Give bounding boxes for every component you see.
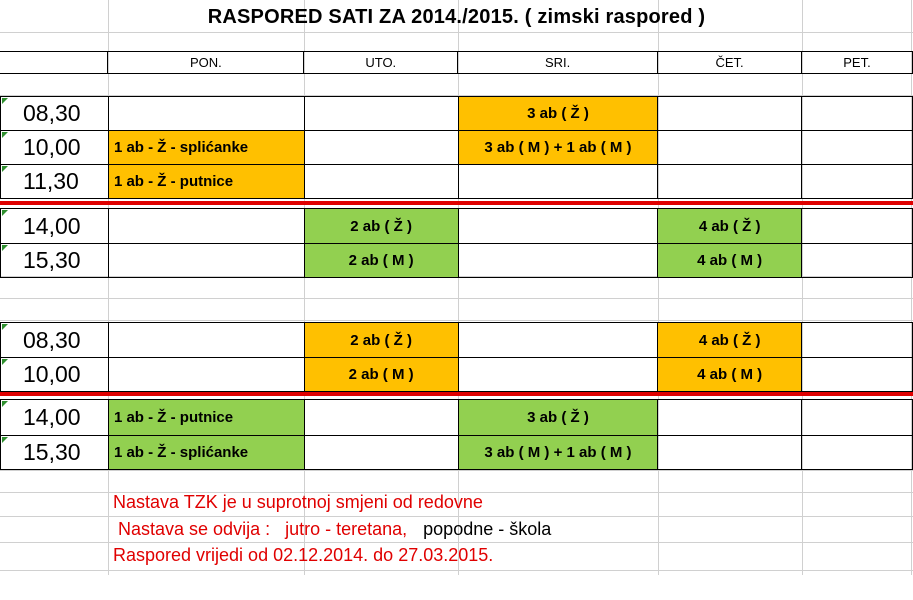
schedule-block2-morning <box>0 322 913 392</box>
schedule-cell[interactable] <box>458 165 658 199</box>
schedule-cell[interactable] <box>802 97 913 131</box>
page-title: RASPORED SATI ZA 2014./2015. ( zimski raspored ) <box>207 6 706 28</box>
schedule-cell[interactable]: 3 ab ( M ) + 1 ab ( M ) <box>458 436 658 470</box>
schedule-cell[interactable]: 1 ab - Ž - splićanke <box>108 436 304 470</box>
schedule-cell[interactable] <box>658 165 802 199</box>
shift-divider-line <box>0 201 913 205</box>
time-cell[interactable]: 11,30 <box>1 165 109 199</box>
schedule-cell[interactable] <box>658 131 802 165</box>
note-line-1: Nastava TZK je u suprotnoj smjeni od redovne <box>113 492 483 512</box>
schedule-cell[interactable]: 4 ab ( Ž ) <box>658 323 802 358</box>
schedule-cell[interactable] <box>458 323 658 358</box>
note-line-2-black: popodne - škola <box>423 519 552 539</box>
schedule-cell[interactable] <box>108 244 304 278</box>
schedule-cell[interactable] <box>458 358 658 392</box>
time-cell[interactable]: 15,30 <box>1 244 109 278</box>
schedule-cell[interactable] <box>802 244 913 278</box>
schedule-cell[interactable] <box>108 358 304 392</box>
schedule-cell[interactable] <box>658 400 802 436</box>
time-cell[interactable]: 08,30 <box>1 97 109 131</box>
schedule-block1-afternoon <box>0 208 913 278</box>
schedule-cell[interactable] <box>108 97 304 131</box>
time-cell[interactable]: 14,00 <box>1 400 109 436</box>
schedule-cell[interactable] <box>658 436 802 470</box>
schedule-cell[interactable] <box>802 400 913 436</box>
schedule-cell[interactable]: 2 ab ( M ) <box>304 244 458 278</box>
day-header-tue: UTO. <box>304 52 458 74</box>
day-header-fri: PET. <box>802 52 913 74</box>
schedule-cell[interactable]: 1 ab - Ž - splićanke <box>108 131 304 165</box>
day-header-row <box>0 51 913 74</box>
schedule-cell[interactable]: 4 ab ( Ž ) <box>658 209 802 244</box>
schedule-cell[interactable]: 2 ab ( Ž ) <box>304 323 458 358</box>
schedule-cell[interactable]: 3 ab ( Ž ) <box>458 97 658 131</box>
schedule-cell[interactable]: 1 ab - Ž - putnice <box>108 165 304 199</box>
schedule-block2-afternoon <box>0 399 913 470</box>
schedule-cell[interactable] <box>802 436 913 470</box>
schedule-cell[interactable] <box>108 209 304 244</box>
schedule-cell[interactable] <box>304 400 458 436</box>
schedule-cell[interactable] <box>802 209 913 244</box>
schedule-cell[interactable]: 4 ab ( M ) <box>658 244 802 278</box>
schedule-cell[interactable]: 2 ab ( Ž ) <box>304 209 458 244</box>
schedule-cell[interactable] <box>802 358 913 392</box>
schedule-cell[interactable] <box>658 97 802 131</box>
note-line-2-red: Nastava se odvija : jutro - teretana, <box>113 519 408 539</box>
corner-cell <box>0 52 108 74</box>
schedule-cell[interactable]: 1 ab - Ž - putnice <box>108 400 304 436</box>
note-line-2 <box>113 519 551 540</box>
day-header-mon: PON. <box>108 52 304 74</box>
schedule-cell[interactable] <box>802 323 913 358</box>
schedule-cell[interactable] <box>304 97 458 131</box>
day-header-wed: SRI. <box>458 52 658 74</box>
schedule-cell[interactable]: 4 ab ( M ) <box>658 358 802 392</box>
schedule-cell[interactable] <box>458 209 658 244</box>
shift-divider-line <box>0 392 913 396</box>
schedule-block1-morning <box>0 96 913 199</box>
schedule-cell[interactable] <box>458 244 658 278</box>
schedule-cell[interactable] <box>304 436 458 470</box>
time-cell[interactable]: 10,00 <box>1 358 109 392</box>
schedule-cell[interactable]: 3 ab ( Ž ) <box>458 400 658 436</box>
time-cell[interactable]: 10,00 <box>1 131 109 165</box>
schedule-cell[interactable] <box>304 165 458 199</box>
schedule-cell[interactable] <box>304 131 458 165</box>
schedule-cell[interactable] <box>802 131 913 165</box>
time-cell[interactable]: 08,30 <box>1 323 109 358</box>
schedule-cell[interactable] <box>108 323 304 358</box>
schedule-cell[interactable] <box>802 165 913 199</box>
time-cell[interactable]: 14,00 <box>1 209 109 244</box>
time-cell[interactable]: 15,30 <box>1 436 109 470</box>
note-line-3: Raspored vrijedi od 02.12.2014. do 27.03.2015. <box>113 545 494 565</box>
day-header-thu: ČET. <box>658 52 802 74</box>
schedule-cell[interactable]: 3 ab ( M ) + 1 ab ( M ) <box>458 131 658 165</box>
schedule-cell[interactable]: 2 ab ( M ) <box>304 358 458 392</box>
